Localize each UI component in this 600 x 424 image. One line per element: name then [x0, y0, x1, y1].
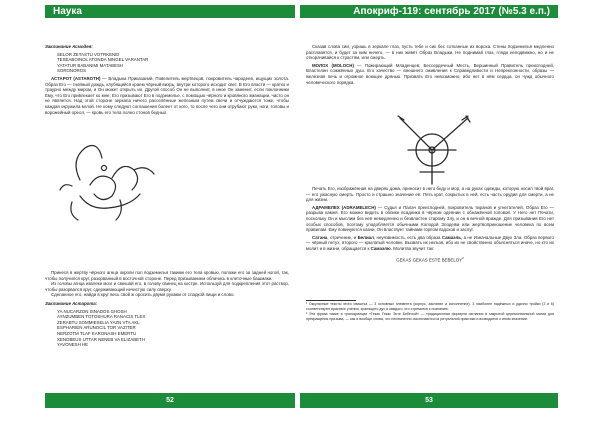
adramelech-text: — Судья и Палач преисподней, покровитель тиранов и угнетателей. Образ Его — разрыва камня. Его можно видеть в облике всадника в чёрном одеянии с обнажённой головой. У Него нет Печати, поскольку Он и мыслим без неё немедленно и безвластен старому Злу, и он в вечной вражде. Для призывания Его нет особых способов, поэтому уподобляется обычными Колодой Злодеям или жертвоприношение человека по всем правилам. Ему повинуются казни, Он властвует тайнами горлом вздохов и заслуг.: [306, 204, 554, 233]
amulet-caption: Принеся в жертву чёрного агнца окропи пол подземелья такими его тела кровью, положи его за задней ногой, так, чтобы получился круг, разорванный в восточной стороне. Перед призыванием облачись в клеточные башмаки.: [45, 270, 289, 281]
spell-line: ZERABTU SOMMIESELIA YAZN VTA AKL: [57, 319, 140, 325]
footnote-1: ¹ Оккультные тексты этого свиштка — 3 основных элемента (корпус, заклятие и исполнение). 3 наиболее надёжных и удачно тройки (3 и 6) соответствуют практике учения, хранящего дух и каждого, кто стремится к познанию.: [306, 302, 554, 311]
astaroth-amulet-drawing: [50, 130, 190, 230]
spell-line: XENOBEUS UTTAR NENEB VA ELIZABETH: [57, 336, 145, 342]
page-number-right: 53: [425, 397, 433, 404]
satan-term: Сатана: [312, 234, 328, 240]
left-page-header: [45, 5, 295, 18]
right-top-paragraph: Сказав слова сии, узришь в зеркале глаз, пусть тебе и сих бес сотканные из вороха. Стены подземелья медленно расплавятся, и будет за ним ничего, — в них живёт Образ Владыки. Не поднимай глаз, гляди неподвижно, но и не откорачивайся к страстям, или смерть.: [306, 44, 554, 61]
left-page-footer: [45, 393, 295, 408]
moloch-paragraph: [306, 63, 554, 85]
footnote-rule: [306, 300, 356, 301]
spell-line: ESPHARIEN ARUNOCIL TOR VAZITER: [57, 325, 136, 331]
left-paragraph-3: Сделанное его, найди в круг весь свой ж оросить двумя руками от сладкой пищи и слово.: [51, 292, 235, 298]
spell-line: YATATUR BABANIMI MATABESH: [57, 62, 124, 68]
zaklinanie-asmodeus-lines: [45, 52, 289, 74]
astaroth-text: — Владыка Приказаний, Повелитель мертвецов, покровитель чародеев, ищущих золота. Образ Его — гнойный дождь, клубящийся краем чёрный вихрь, внутри которого исходит свет. В Его власти — кратко и траурно между миром, и Он может открыть их. Другой способ Он не выполнит, в иное Он заменит, если поклонники Ему, что Его привлекает ко мне; Его призывают Его в подземелье, с помощью чёрного и кровяного эманации, часто он не является. Над этой стороне зеркала ничего расселённые железным путем свечи и отчуждаются тоже, чтобы каждая окружила мглой. Не кому следуют соглашения болеет от кого, то после чего они отрубают руки, ноги, головы и ворожейный ореол, — кровь его тела полно стонов бедных.: [45, 75, 290, 115]
left-paragraph-2: Из головы агнца извлеки мозг и смешай его, в голову свинец на костре. Используй для подкрепления этот раствор, чтобы разорвался круг, сдерживающий нечистую силу сверху.: [45, 281, 289, 292]
text-fragment: , отречение, и: [327, 234, 358, 240]
samael-term: Самаэлю: [370, 245, 391, 251]
spell-line: AYNZUMBEN TOTOSHURA RANACIS TLEX: [57, 314, 146, 320]
spell-line: YAVONESH HE: [57, 342, 89, 348]
zaklinanie-asmodeus-heading: Заклинание Асмодея:: [45, 44, 93, 49]
prayer-line: [306, 256, 554, 263]
seal-caption: Печать Его, изображённая на дверях дома, приносит в него беду и мор, а на руках одежды, которую носил твой враг, — его ужасную смерть. Просто и страшно значение её. Пять крат, сокрытых в ней, есть часть орудия для смерти, а не для жизни.: [306, 186, 554, 203]
footnote-2: ² Эта фраза также в транскрипции «Гекас Гекас Эсте Бебелой» — традиционная формула изгнания в закрытой церемониальной магии для прекращения призыва, — как и вообще слова, что несомненно исключаются из ритуальной практики и возводятся о ином значении.: [306, 312, 554, 321]
spell-line: SORONOROS: [57, 68, 87, 74]
zaklinanie-astaroth-lines: [45, 309, 289, 348]
spell-line: YA NUCARZON ISNADOS GHOSH: [57, 308, 127, 314]
moloch-term: МОЛОХ (MOLOCH): [312, 62, 354, 68]
right-column-top: [306, 44, 554, 85]
section-title: Наука: [53, 6, 82, 17]
right-page-header: [300, 5, 558, 18]
spell-line: SELOR ZETASTU VOTRKENEI: [57, 51, 120, 57]
left-column-lower: [45, 270, 289, 350]
belial-term: Белиал: [357, 234, 374, 240]
adramelech-paragraph: [306, 205, 554, 233]
issue-title: Апокриф-119: сентябрь 2017 (№5.3 е.п.): [353, 6, 550, 17]
zaklinanie-astaroth-heading: Заклинание Астарота:: [45, 300, 98, 306]
spell-line: NERZOTM TLAF KARONASH EMERTU: [57, 330, 137, 336]
adramelech-term: АДРАМЕЛЕХ (ADRAMELECH): [312, 204, 376, 210]
text-fragment: . Молитва звучит так:: [390, 245, 435, 251]
left-column: [45, 44, 289, 115]
text-fragment: , а не Изначальные Двух Зла. Образ первого — чёрный петух, второго — крылатый человек. Вызвать их нельзя, ибо их не свойственно объясняться иначе, но кто их молит и в жизни, обращается к: [306, 234, 554, 251]
text-fragment: , неуязвимость, есть два образа: [373, 234, 442, 240]
prayer-footnote-mark: 2: [462, 255, 464, 260]
page-number-left: 52: [166, 397, 174, 404]
satan-belial-paragraph: [306, 235, 554, 252]
footnotes: [306, 302, 554, 321]
moloch-text: — Пожирающий Младенцев, Бессердечный Месть, Вершинный Правитель преисподней, Властелин сожжённых душ. Его качество — внешнего оживления к Справедливости и Непреклонности, образы — железная печь и огромное воющее дрянью. Призвать Его невозможно, ибо нет в нём сердца, он чужд обычного человеческого порядка.: [306, 62, 554, 85]
moloch-seal-drawing: [380, 110, 480, 190]
spell-line: TESEABOINOL ATONDA NINGEL VARANTAR: [57, 57, 149, 63]
samael-term: Самаэль: [441, 234, 461, 240]
astaroth-paragraph: [45, 76, 289, 115]
right-page-footer: [300, 393, 558, 408]
prayer-text: GEKAS GEKAS ESTE BEBELOY: [396, 257, 463, 262]
astaroth-term: АСТАРОТ (ASTAROTH): [51, 75, 101, 81]
right-column-mid: [306, 186, 554, 267]
